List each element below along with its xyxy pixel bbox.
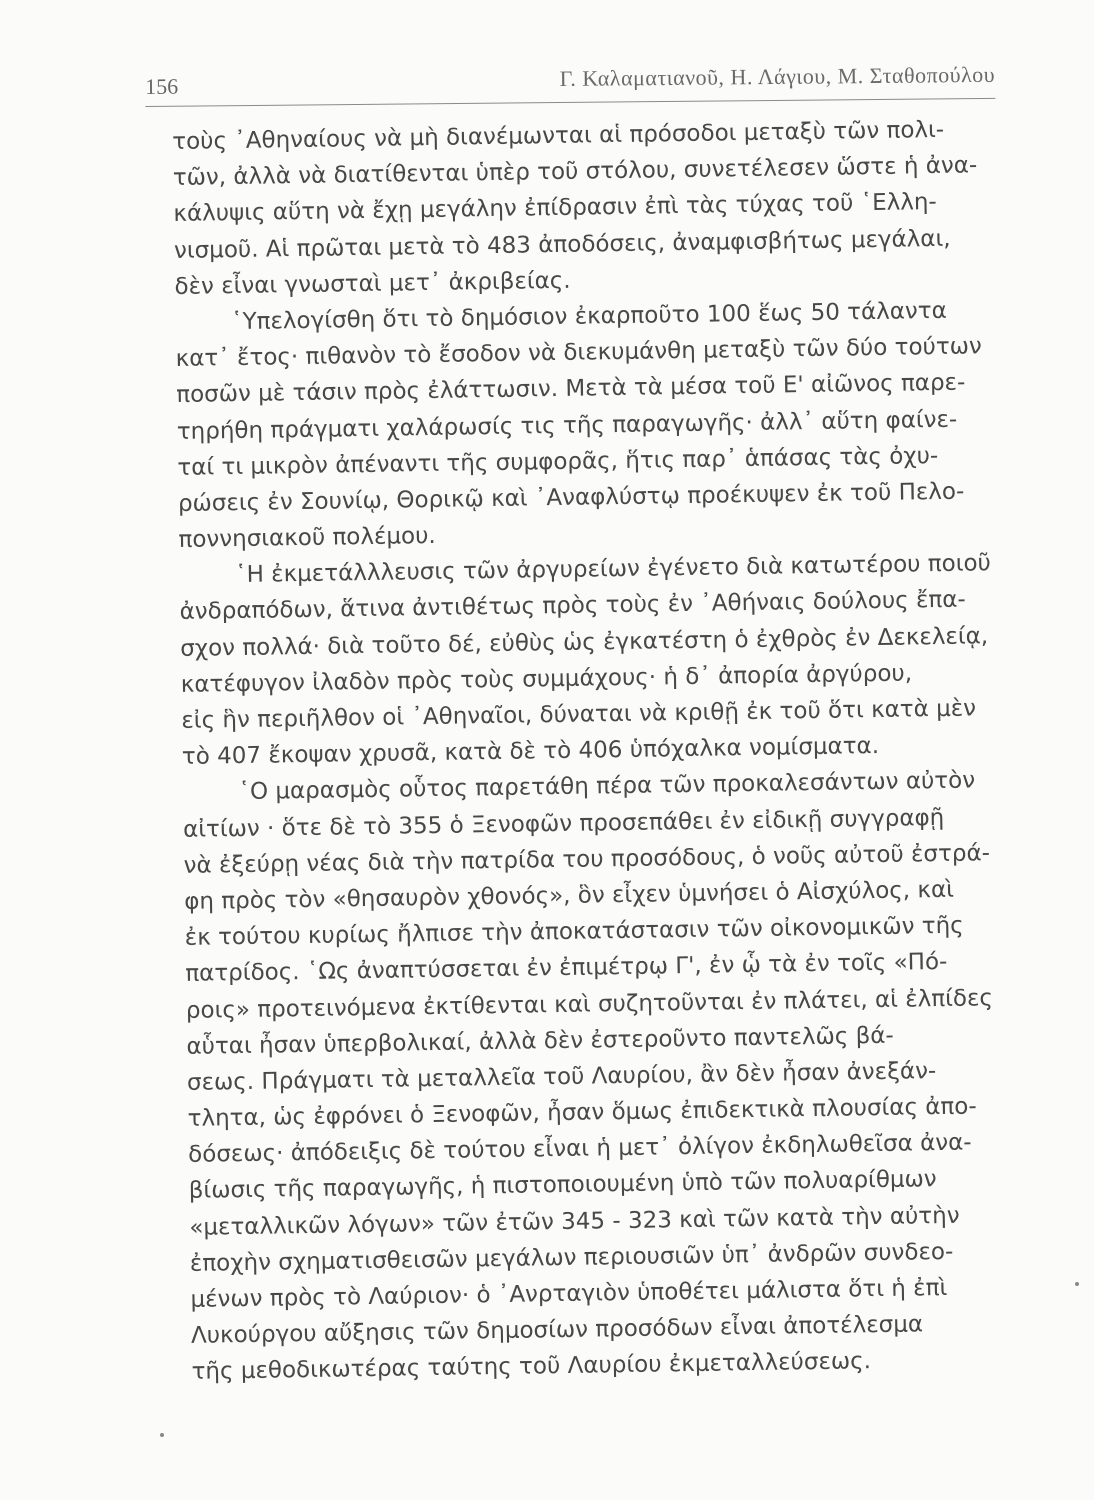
text-line: ρώσεις ἐν Σουνίῳ, Θορικῷ καὶ ᾿Αναφλύστῳ προέκυψεν ἐκ τοῦ Πελο- <box>177 478 965 517</box>
text-line: νὰ ἐξεύρῃ νέας διὰ τὴν πατρίδα του προσόδους, ὁ νοῦς αὐτοῦ ἐστρά- <box>183 839 991 879</box>
text-line: ποννησιακοῦ πολέμου. <box>178 522 436 554</box>
text-line: μένων πρὸς τὸ Λαύριον· ὁ ᾿Ανρταγιὸν ὑποθέτει μάλιστα ὅτι ἡ ἐπὶ <box>190 1274 948 1313</box>
text-line: σχον πολλά· διὰ τοῦτο δέ, εὐθὺς ὡς ἐγκατέστη ὁ ἐχθρὸς ἐν Δεκελείᾳ, <box>180 622 989 662</box>
text-line: ἀνδραπόδων, ἅτινα ἀντιθέτως πρὸς τοὺς ἐν ᾿Αθήναις δούλους ἔπα- <box>179 587 966 626</box>
page-header <box>145 60 995 107</box>
text-line: τοὺς ᾿Αθηναίους νὰ μὴ διανέμωνται αἱ πρόσοδοι μεταξὺ τῶν πολι- <box>172 116 945 155</box>
text-line: εἰς ἣν περιῆλθον οἱ ᾿Αθηναῖοι, δύναται νὰ κριθῇ ἐκ τοῦ ὅτι κατὰ μὲν <box>181 695 977 734</box>
text-line: δόσεως· ἀπόδειξις δὲ τούτου εἶναι ἡ μετ᾿ ὀλίγον ἐκδηλωθεῖσα ἀνα- <box>187 1129 972 1169</box>
text-line: ῾Η ἐκμετάλλλευσις τῶν ἀργυρείων ἐγένετο διὰ κατωτέρου ποιοῦ <box>234 550 992 589</box>
text-line: ἐκ τούτου κυρίως ἤλπισε τὴν ἀποκατάστασιν τῶν οἰκονομικῶν τῆς <box>184 912 964 952</box>
page-number: 156 <box>145 73 179 99</box>
text-line: σεως. Πράγματι τὰ μεταλλεῖα τοῦ Λαυρίου, ἂν δὲν ἦσαν ἀνεξάν- <box>186 1057 937 1096</box>
text-line: δὲν εἶναι γνωσταὶ μετ᾿ ἀκριβείας. <box>174 267 571 300</box>
running-head: Γ. Καλαματιανοῦ, Η. Λάγιου, Μ. Σταθοπούλου <box>559 61 996 92</box>
text-line: αἰτίων · ὅτε δὲ τὸ 355 ὁ Ξενοφῶν προσεπάθει ἐν εἰδικῇ συγγραφῇ <box>182 804 945 843</box>
scan-speck <box>160 1433 164 1437</box>
text-line: τῶν, ἀλλὰ νὰ διατίθενται ὑπὲρ τοῦ στόλου, συνετέλεσεν ὥστε ἡ ἀνα- <box>172 152 978 192</box>
text-line: τηρήθη πράγματι χαλάρωσίς τις τῆς παραγωγῆς· ἀλλ᾿ αὕτη φαίνε- <box>176 406 958 445</box>
text-line: ταί τι μικρὸν ἀπέναντι τῆς συμφορᾶς, ἥτις παρ᾿ ἁπάσας τὰς ὀχυ- <box>177 442 939 481</box>
text-line: τῆς μεθοδικωτέρας ταύτης τοῦ Λαυρίου ἐκμεταλλεύσεως. <box>191 1348 872 1386</box>
text-line: ἐποχὴν σχηματισθεισῶν μεγάλων περιουσιῶν ὑπ᾿ ἀνδρῶν συνδεο- <box>189 1238 954 1277</box>
text-line: φη πρὸς τὸν «θησαυρὸν χθονός», ὃν εἶχεν ὑμνήσει ὁ Αἰσχύλος, καὶ <box>184 876 955 915</box>
text-line: νισμοῦ. Αἱ πρῶται μετὰ τὸ 483 ἀποδόσεις, ἀναμφισβήτως μεγάλαι, <box>173 225 951 264</box>
text-line: ροις» προτεινόμενα ἐκτίθενται καὶ συζητοῦνται ἐν πλάτει, αἱ ἐλπίδες <box>185 984 994 1024</box>
text-line: ῾Ο μαρασμὸς οὗτος παρετάθη πέρα τῶν προκαλεσάντων αὐτὸν <box>238 767 976 806</box>
text-line: αὗται ἦσαν ὑπερβολικαί, ἀλλὰ δὲν ἐστεροῦντο παντελῶς βά- <box>186 1022 894 1060</box>
text-line: τλητα, ὡς ἐφρόνει ὁ Ξενοφῶν, ἦσαν ὅμως ἐπιδεκτικὰ πλουσίας ἀπο- <box>187 1093 977 1132</box>
scan-speck <box>1075 1282 1079 1286</box>
text-line: ῾Υπελογίσθη ὅτι τὸ δημόσιον ἐκαρποῦτο 100 ἕως 50 τάλαντα <box>230 297 947 336</box>
text-line: κατ᾿ ἔτος· πιθανὸν τὸ ἔσοδον νὰ διεκυμάνθη μεταξὺ τῶν δύο τούτων <box>175 333 983 373</box>
text-line: τὸ 407 ἔκοψαν χρυσᾶ, κατὰ δὲ τὸ 406 ὑπόχαλκα νομίσματα. <box>181 733 880 771</box>
text-line: κατέφυγον ἰλαδὸν πρὸς τοὺς συμμάχους· ἡ δ᾿ ἀπορία ἀργύρου, <box>180 660 913 698</box>
text-line: «μεταλλικῶν λόγων» τῶν ἐτῶν 345 - 323 καὶ τῶν κατὰ τὴν αὐτὴν <box>189 1202 960 1241</box>
text-line: ποσῶν μὲ τάσιν πρὸς ἐλάττωσιν. Μετὰ τὰ μέσα τοῦ Ε' αἰῶνος παρε- <box>176 369 966 409</box>
body-text <box>172 111 1032 1391</box>
text-line: πατρίδος. ῾Ως ἀναπτύσσεται ἐν ἐπιμέτρῳ Γ', ἐν ᾧ τὰ ἐν τοῖς «Πό- <box>185 949 948 988</box>
text-line: κάλυψις αὕτη νὰ ἔχῃ μεγάλην ἐπίδρασιν ἐπὶ τὰς τύχας τοῦ ῾Ελλη- <box>173 189 937 228</box>
text-line: Λυκούργου αὔξησις τῶν δημοσίων προσόδων εἶναι ἀποτέλεσμα <box>190 1311 924 1350</box>
text-line: βίωσις τῆς παραγωγῆς, ἡ πιστοποιουμένη ὑπὸ τῶν πολυαρίθμων <box>188 1166 937 1205</box>
